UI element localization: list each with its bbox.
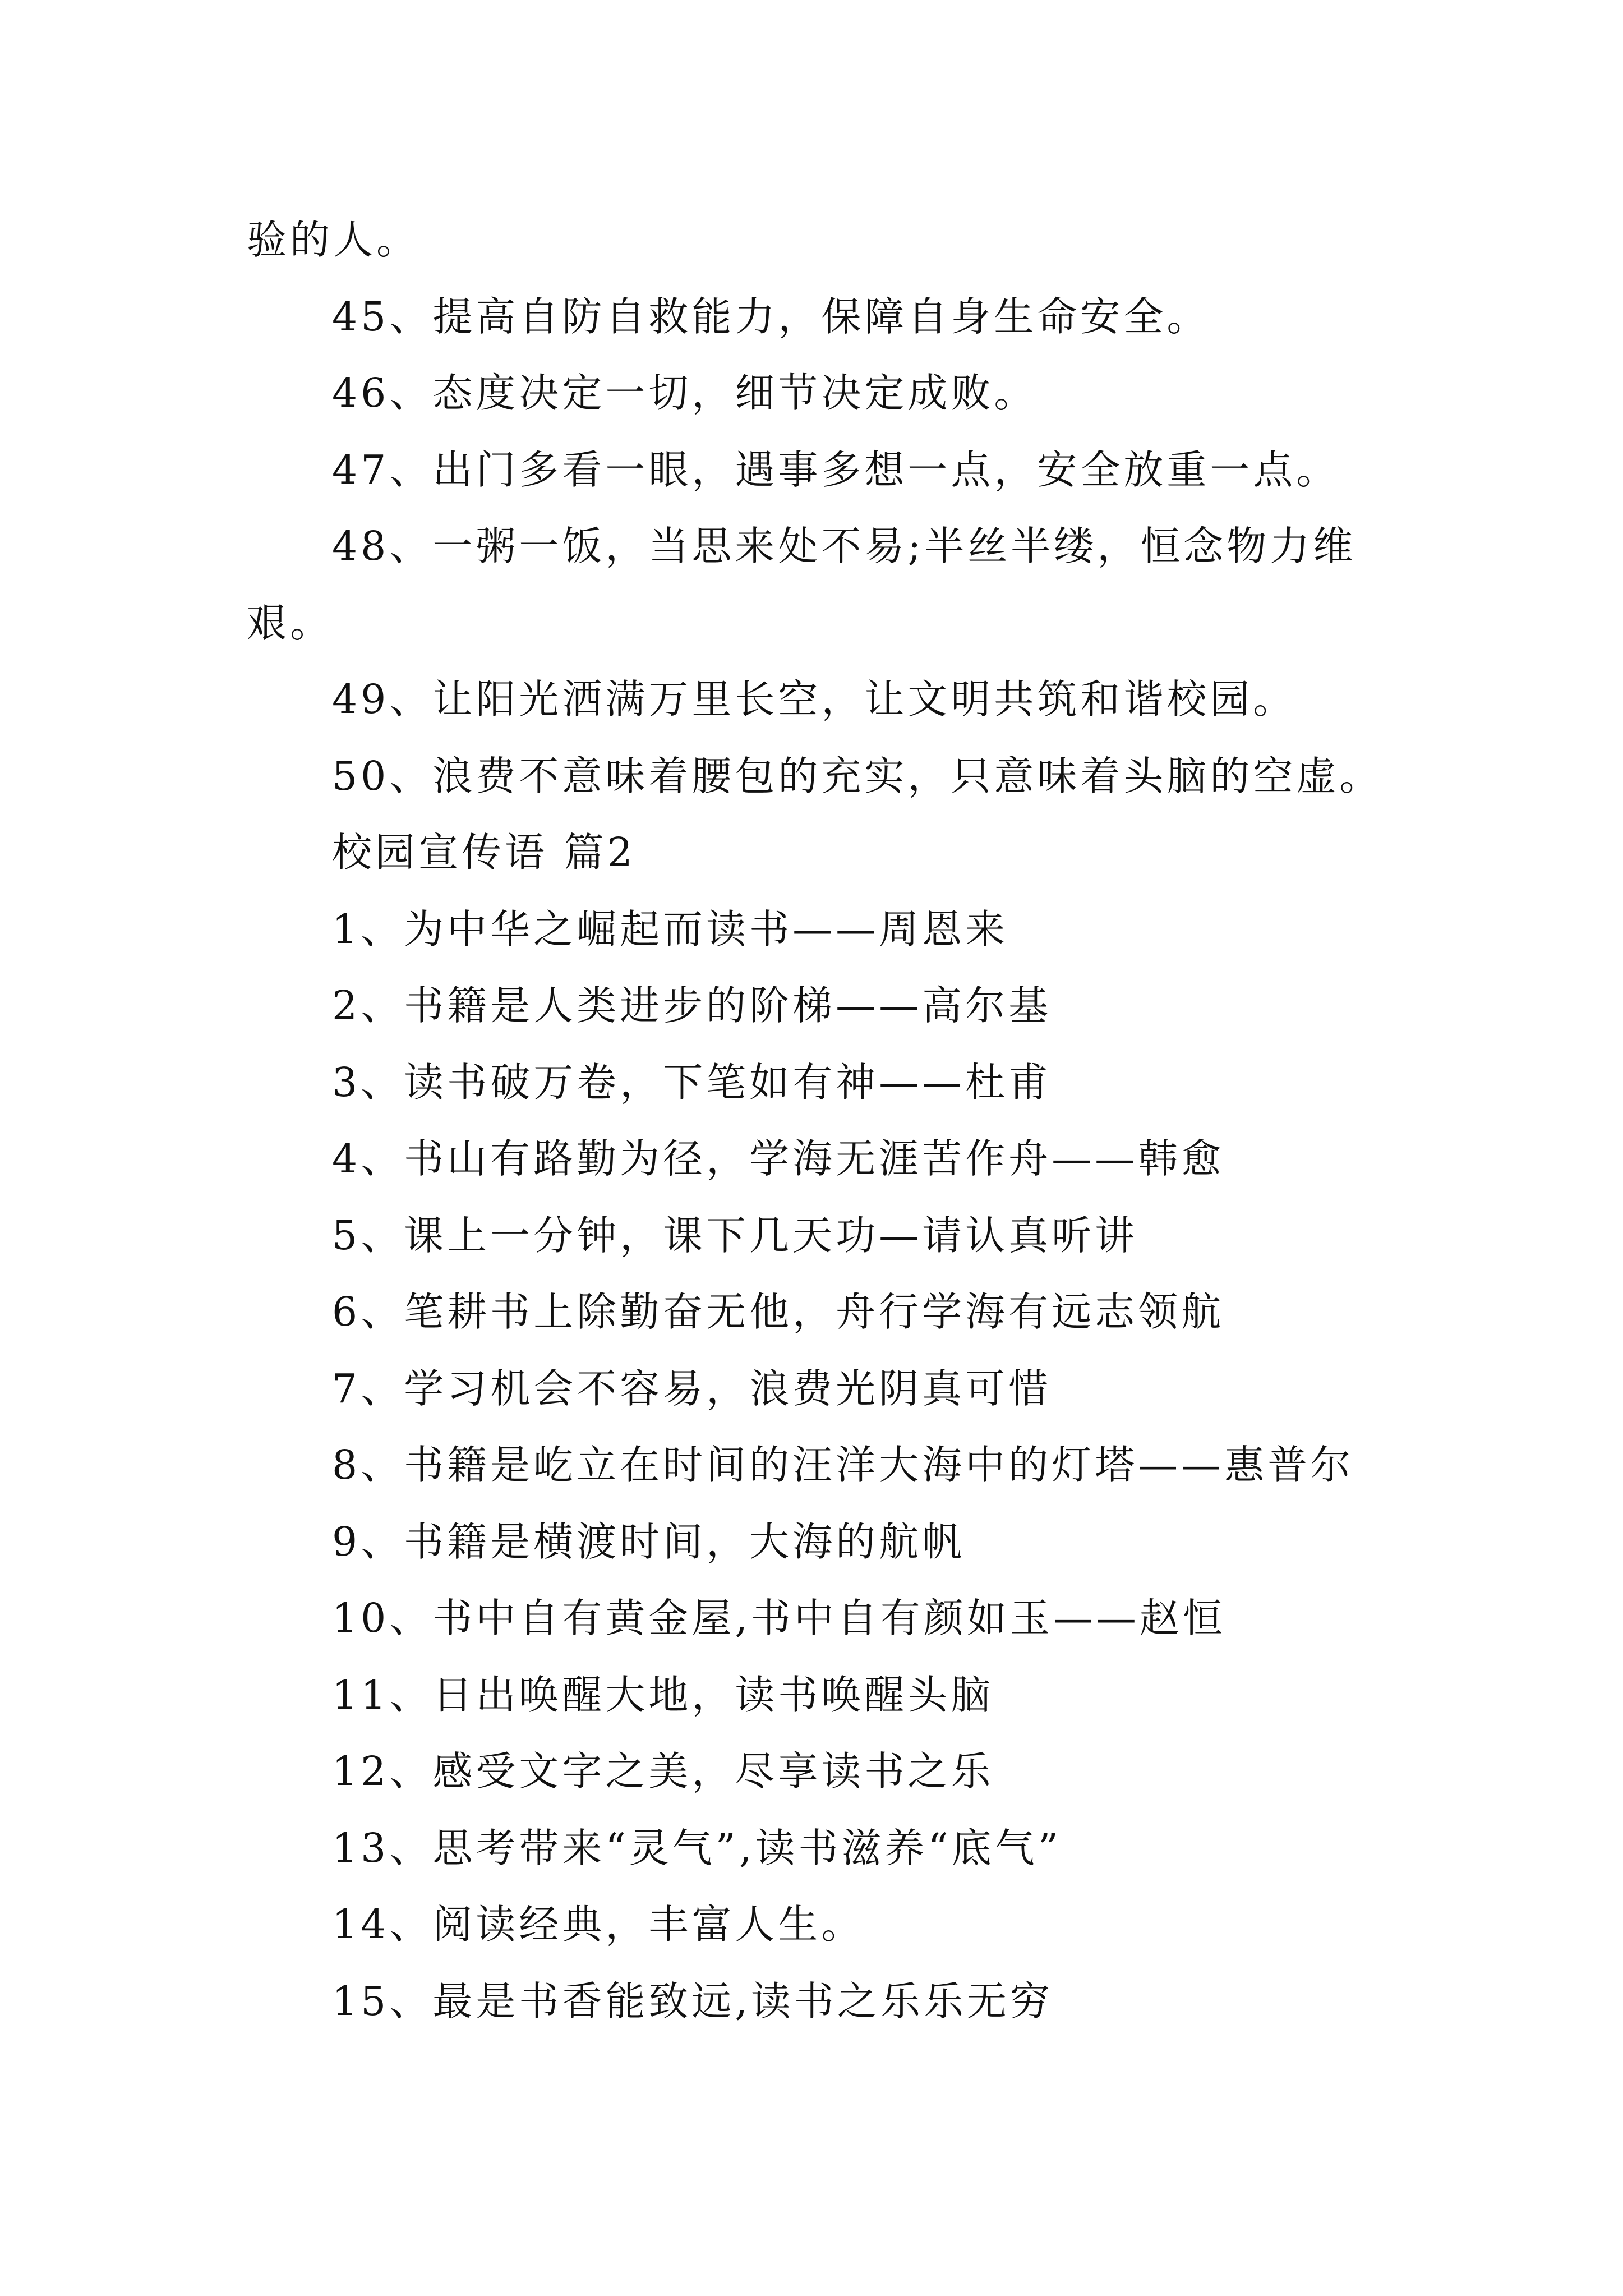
paragraph: 4、书山有路勤为径，学海无涯苦作舟——韩愈 <box>332 1135 1225 1182</box>
paragraph: 14、阅读经典，丰富人生。 <box>332 1901 865 1948</box>
paragraph: 50、浪费不意味着腰包的充实，只意味着头脑的空虚。 <box>332 752 1383 799</box>
paragraph: 48、一粥一饭，当思来处不易;半丝半缕，恒念物力维 <box>332 523 1357 569</box>
paragraph: 5、课上一分钟，课下几天功—请认真听讲 <box>332 1212 1138 1259</box>
paragraph: 49、让阳光洒满万里长空，让文明共筑和谐校园。 <box>332 676 1297 723</box>
paragraph: 1、为中华之崛起而读书——周恩来 <box>332 905 1009 953</box>
paragraph: 9、书籍是横渡时间，大海的航帆 <box>332 1518 966 1565</box>
paragraph: 7、学习机会不容易，浪费光阴真可惜 <box>332 1365 1052 1412</box>
paragraph: 验的人。 <box>247 217 420 263</box>
paragraph: 6、笔耕书上除勤奋无他，舟行学海有远志领航 <box>332 1289 1225 1335</box>
section-heading: 校园宣传语 篇2 <box>332 829 636 876</box>
paragraph: 45、提高自防自救能力，保障自身生命安全。 <box>332 293 1210 340</box>
paragraph: 3、读书破万卷，下笔如有神——杜甫 <box>332 1059 1052 1106</box>
paragraph: 10、书中自有黄金屋,书中自有颜如玉——赵恒 <box>332 1595 1226 1641</box>
paragraph: 12、感受文字之美，尽享读书之乐 <box>332 1748 994 1795</box>
paragraph: 艰。 <box>247 599 334 646</box>
paragraph: 15、最是书香能致远,读书之乐乐无穷 <box>332 1977 1053 2024</box>
paragraph: 47、出门多看一眼，遇事多想一点，安全放重一点。 <box>332 446 1340 493</box>
paragraph: 2、书籍是人类进步的阶梯——高尔基 <box>332 982 1052 1029</box>
paragraph: 8、书籍是屹立在时间的汪洋大海中的灯塔——惠普尔 <box>332 1442 1354 1488</box>
paragraph: 13、思考带来“灵气”,读书滋养“底气” <box>332 1824 1062 1871</box>
paragraph: 11、日出唤醒大地，读书唤醒头脑 <box>332 1671 994 1718</box>
document-body <box>247 202 1402 2040</box>
paragraph: 46、态度决定一切，细节决定成败。 <box>332 370 1038 416</box>
